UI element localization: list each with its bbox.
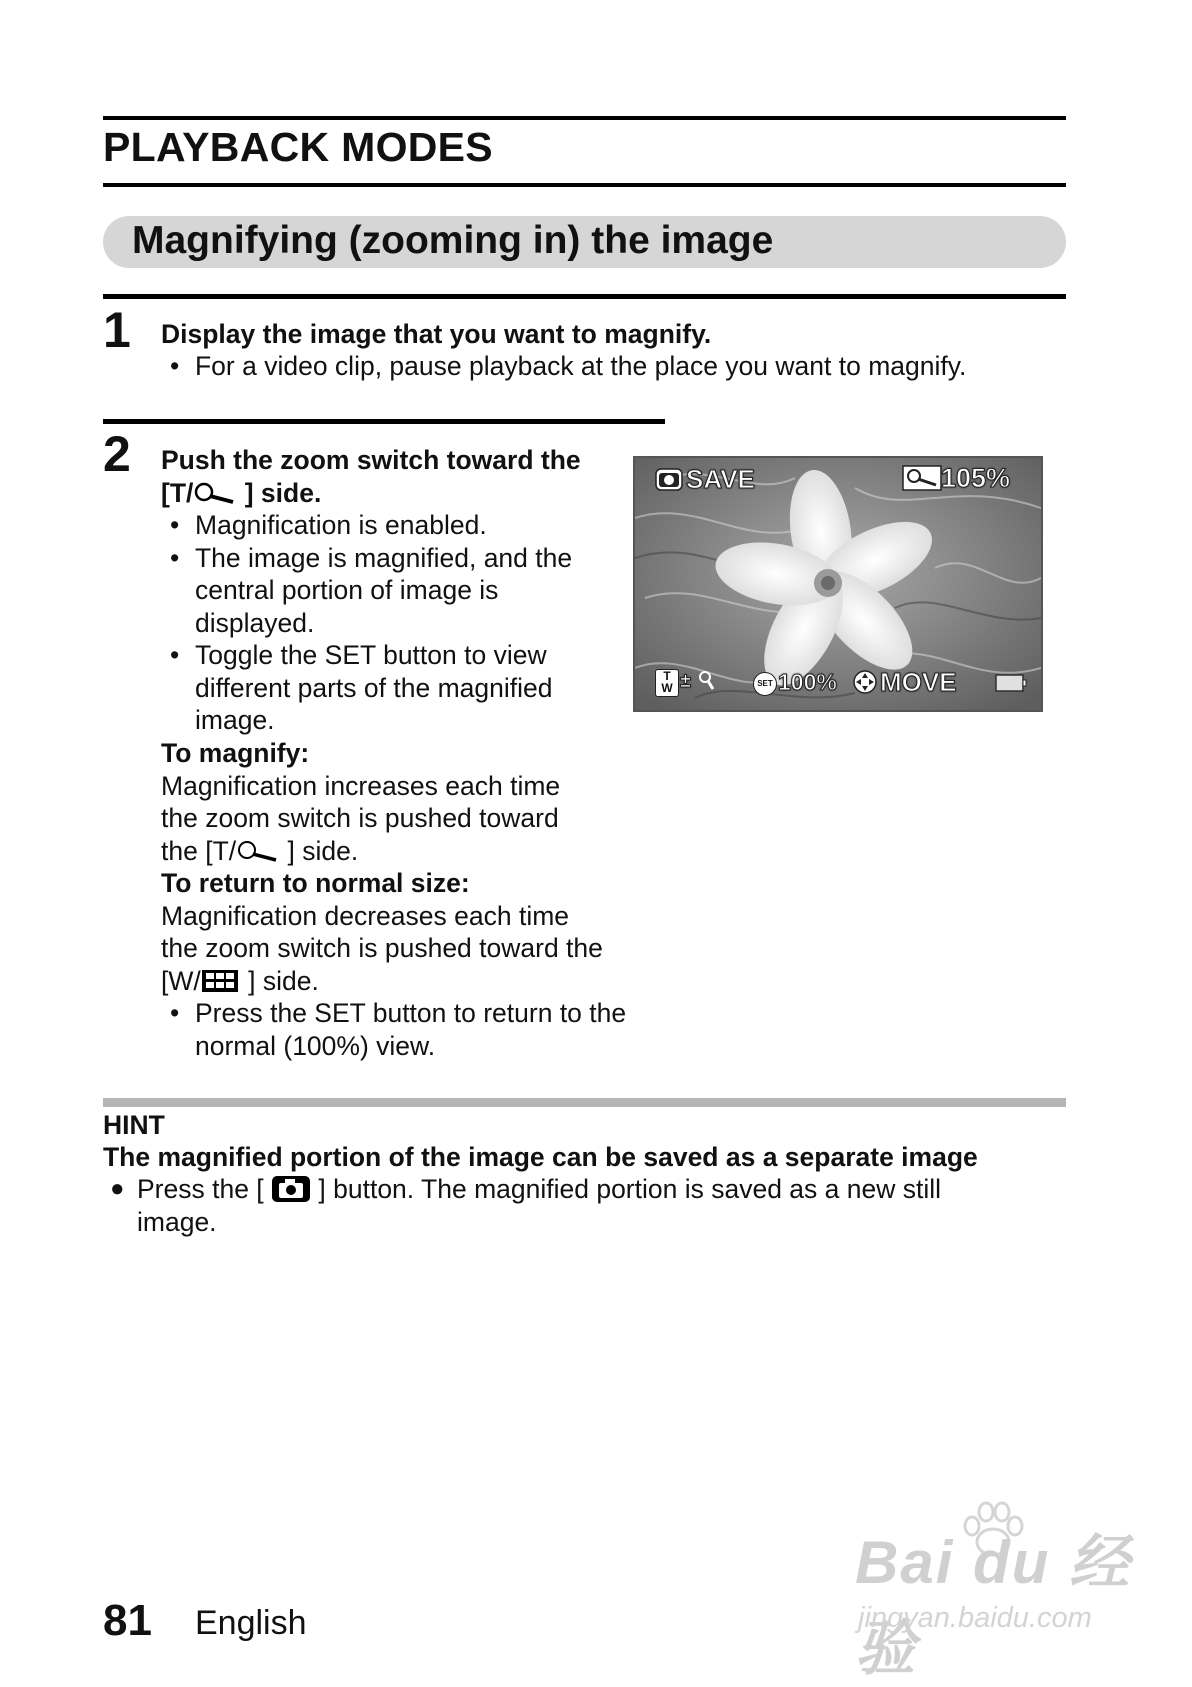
magnify-icon	[236, 840, 280, 862]
camera-shutter-icon	[655, 466, 683, 492]
magnify-small-icon	[697, 670, 715, 692]
watermark-url: jingyan.baidu.com	[858, 1602, 1092, 1634]
hint-text-pre: Press the [	[137, 1174, 272, 1204]
step2-number: 2	[103, 426, 131, 482]
tw-bottom: W	[661, 681, 673, 695]
set-badge	[753, 672, 777, 696]
tw-top: T	[663, 669, 671, 683]
plusminus-sign: ±	[680, 670, 691, 692]
bullet-text: different parts of the magnified	[195, 672, 553, 703]
normal-last-pre: [W/	[161, 965, 201, 996]
subsection-banner	[103, 216, 1066, 268]
bullet-text: central portion of image is	[195, 575, 499, 605]
step1-rule	[103, 294, 1066, 299]
move-label: MOVE	[880, 667, 957, 697]
thumbnail-grid-icon	[201, 969, 241, 993]
bullet-text: image.	[195, 705, 275, 735]
page-language: English	[195, 1604, 307, 1642]
bullet-dot: ●	[110, 1175, 125, 1202]
camera-button-icon	[271, 1175, 311, 1203]
bullet-dot: •	[170, 998, 180, 1028]
hint-divider	[103, 1098, 1066, 1107]
camera-screen	[633, 456, 1043, 712]
hint-body	[110, 1173, 942, 1238]
heading-line2-pre: [T/	[161, 477, 194, 508]
step1-bullet	[170, 350, 967, 383]
tw-badge	[655, 669, 679, 697]
bullet-dot: •	[170, 351, 180, 381]
hint-label: HINT	[103, 1110, 165, 1140]
normal-label: To return to normal size:	[161, 868, 470, 898]
list-item	[170, 639, 572, 737]
step1-bullet-text: For a video clip, pause playback at the place you want to magnify.	[195, 351, 967, 381]
bullet-text: displayed.	[195, 607, 315, 638]
magnify-icon	[902, 465, 942, 491]
magnify-last-post: ] side.	[280, 835, 359, 866]
final-bullet-text: normal (100%) view.	[195, 1030, 436, 1061]
hint-line1	[137, 1173, 941, 1206]
bullet-dot: •	[170, 542, 180, 573]
battery-icon	[995, 672, 1027, 694]
step2-heading	[161, 444, 581, 509]
magnify-icon	[193, 482, 237, 504]
magnify-block	[161, 737, 603, 997]
move-arrows-icon	[853, 670, 877, 694]
final-bullet	[170, 997, 627, 1062]
bullet-dot: •	[170, 510, 180, 540]
step2-heading-line1: Push the zoom switch toward the	[161, 445, 581, 475]
step1-number: 1	[103, 302, 131, 358]
magnify-text-2: the zoom switch is pushed toward	[161, 803, 559, 833]
bullet-text: Magnification is enabled.	[195, 510, 487, 540]
normal-text-2: the zoom switch is pushed toward the	[161, 933, 603, 963]
list-item	[170, 542, 573, 640]
subsection-title: Magnifying (zooming in) the image	[132, 219, 774, 262]
magnify-text-1: Magnification increases each time	[161, 770, 561, 801]
step1-heading: Display the image that you want to magnify.	[161, 319, 712, 349]
heading-line2-post: ] side.	[237, 477, 322, 508]
hint-line2: image.	[137, 1206, 217, 1237]
final-bullet-text: Press the SET button to return to the	[195, 998, 627, 1028]
section-title: PLAYBACK MODES	[103, 124, 493, 170]
save-label: SAVE	[686, 464, 755, 494]
hint-heading: The magnified portion of the image can be saved as a separate image	[103, 1142, 978, 1172]
set-badge-text: SET	[757, 679, 773, 688]
bullet-text: Toggle the SET button to view	[195, 640, 547, 670]
step2-rule	[103, 419, 665, 424]
watermark-brand: Bai du 经验	[855, 1529, 1132, 1682]
list-item	[170, 509, 572, 542]
magnify-label: To magnify:	[161, 738, 310, 768]
flower-photo	[635, 458, 1041, 710]
normal-last-post: ] side.	[240, 965, 319, 996]
bullet-text: The image is magnified, and the	[195, 542, 573, 573]
magnify-text-3	[161, 835, 603, 868]
section-rule	[103, 183, 1066, 187]
page-number: 81	[103, 1596, 152, 1645]
bullet-dot: •	[170, 640, 180, 670]
magnify-last-pre: the [T/	[161, 835, 237, 866]
step2-heading-line2	[161, 477, 581, 510]
set-value: 100%	[778, 669, 837, 695]
normal-text-1: Magnification decreases each time	[161, 900, 570, 931]
normal-text-3	[161, 965, 603, 998]
top-rule	[103, 116, 1066, 120]
zoom-value: 105%	[941, 463, 1011, 493]
step2-bullet-list	[170, 509, 573, 737]
hint-text-post: ] button. The magnified portion is saved as a new still	[311, 1174, 942, 1204]
